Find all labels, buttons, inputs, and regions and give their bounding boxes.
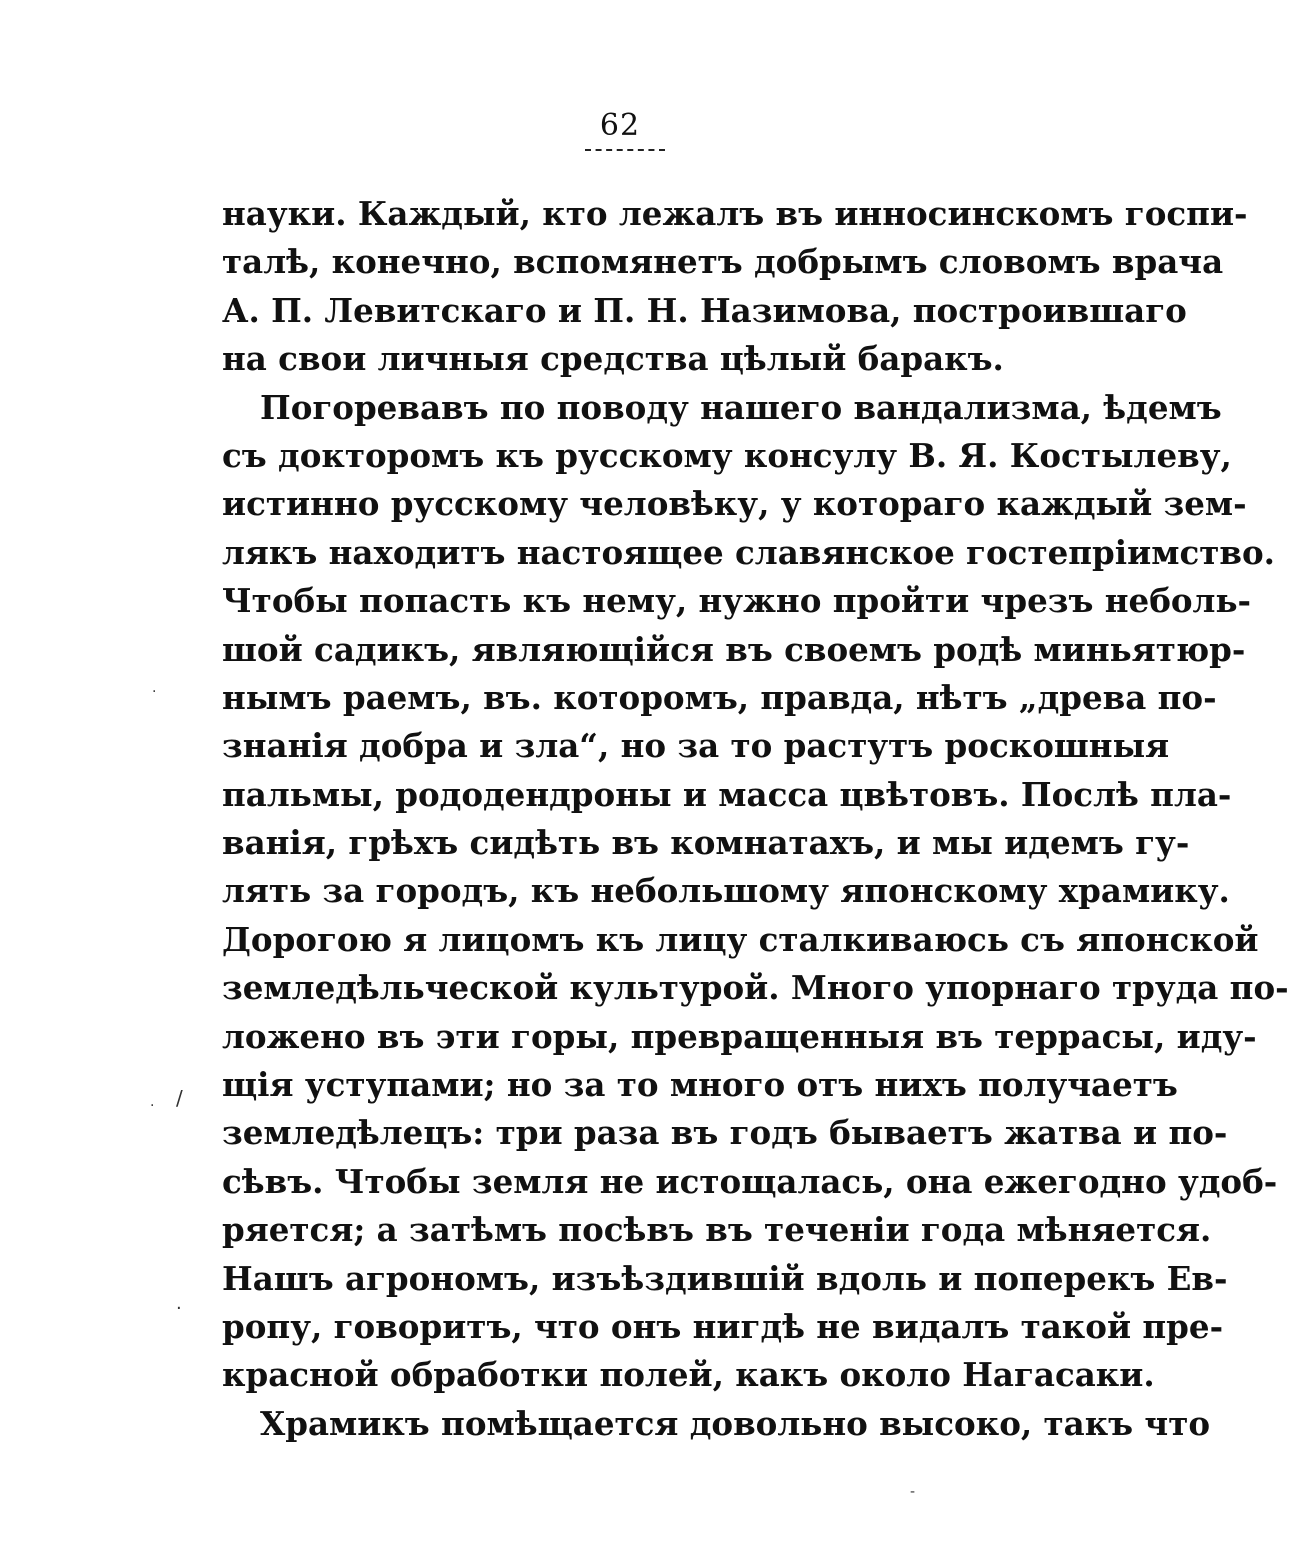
scan-speck: -	[910, 1484, 916, 1500]
text-line: знанія добра и зла“, но за то растутъ роскошныя	[222, 726, 1170, 766]
text-line: Храмикъ помѣщается довольно высоко, такъ что	[260, 1403, 1211, 1443]
text-line: истинно русскому человѣку, у котораго каждый зем-	[222, 484, 1247, 524]
text-line: ложено въ эти горы, превращенныя въ террасы, иду-	[222, 1016, 1257, 1056]
text-line: земледѣлецъ: три раза въ годъ бываетъ жатва и по-	[222, 1113, 1228, 1153]
text-line: ряется; а затѣмъ посѣвъ въ теченіи года мѣняется.	[222, 1210, 1212, 1250]
text-line: шой садикъ, являющійся въ своемъ родѣ миньятюр-	[222, 629, 1246, 669]
text-line: Нашъ агрономъ, изъѣздившій вдоль и поперекъ Ев-	[222, 1258, 1228, 1298]
text-line: земледѣльческой культурой. Много упорнаго труда по-	[222, 968, 1289, 1008]
text-line: съ докторомъ къ русскому консулу В. Я. Костылеву,	[222, 435, 1232, 475]
scan-speck: ·	[176, 1298, 182, 1319]
text-line: Погоревавъ по поводу нашего вандализма, ѣдемъ	[260, 387, 1222, 427]
header-rule	[585, 149, 665, 151]
scan-speck: /	[176, 1086, 183, 1110]
scan-speck: ·	[152, 684, 157, 700]
text-line: А. П. Левитскаго и П. Н. Назимова, построившаго	[222, 290, 1187, 330]
text-line: ванія, грѣхъ сидѣть въ комнатахъ, и мы идемъ гу-	[222, 823, 1190, 863]
page-number: 62	[599, 108, 641, 143]
text-line: красной обработки полей, какъ около Нагасаки.	[222, 1355, 1155, 1395]
text-line: лякъ находитъ настоящее славянское гостепріимство.	[222, 532, 1275, 572]
scan-speck: ·	[150, 1098, 155, 1114]
text-line: Чтобы попасть къ нему, нужно пройти чрезъ неболь-	[222, 581, 1252, 621]
text-line: щія уступами; но за то много отъ нихъ получаетъ	[222, 1065, 1178, 1105]
text-line: Дорогою я лицомъ къ лицу сталкиваюсь съ японской	[222, 919, 1259, 959]
text-line: лять за городъ, къ небольшому японскому храмику.	[222, 871, 1230, 911]
paragraph-2	[222, 384, 1289, 1400]
text-line: сѣвъ. Чтобы земля не истощалась, она ежегодно удоб-	[222, 1161, 1278, 1201]
text-line: науки. Каждый, кто лежалъ въ инносинскомъ госпи-	[222, 194, 1248, 233]
text-line: пальмы, рододендроны и масса цвѣтовъ. Послѣ пла-	[222, 774, 1232, 814]
paragraph-1	[222, 190, 1248, 384]
text-line: на свои личныя средства цѣлый баракъ.	[222, 339, 1004, 379]
text-line: нымъ раемъ, въ. которомъ, правда, нѣтъ „древа по-	[222, 677, 1217, 717]
text-line: талѣ, конечно, вспомянетъ добрымъ словомъ врача	[222, 242, 1224, 282]
body-text	[222, 190, 1289, 1448]
paragraph-3	[222, 1400, 1211, 1448]
text-line: ропу, говоритъ, что онъ нигдѣ не видалъ такой пре-	[222, 1306, 1224, 1346]
